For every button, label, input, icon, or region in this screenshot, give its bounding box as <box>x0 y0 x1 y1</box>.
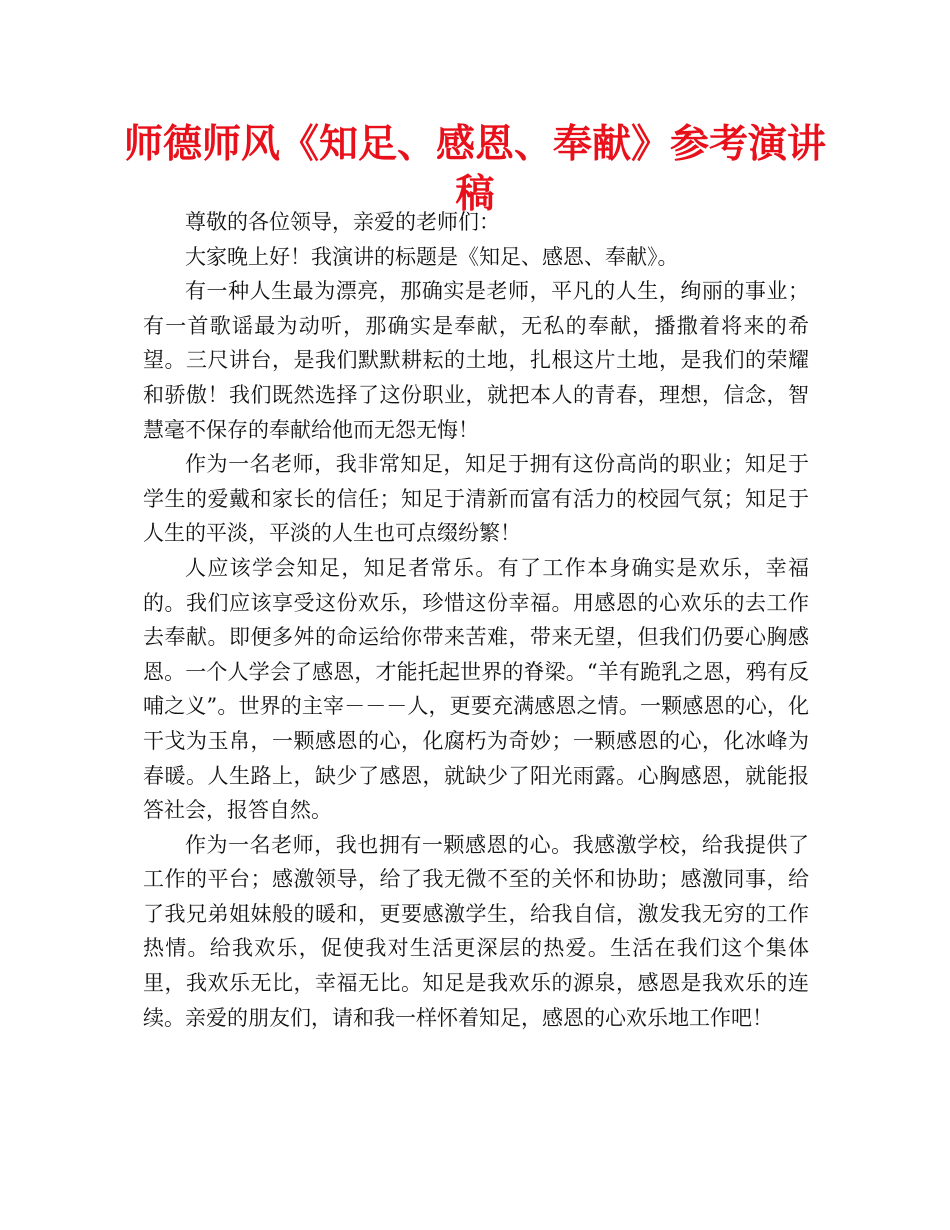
document-title: 师德师风《知足、感恩、奉献》参考演讲稿 <box>123 122 826 217</box>
opening-paragraph: 大家晚上好！我演讲的标题是《知足、感恩、奉献》。 <box>185 244 679 269</box>
body-paragraph: 人应该学会知足，知足者常乐。有了工作本身确实是欢乐，幸福的。我们应该享受这份欢乐，珍惜这份幸福。用感恩的心欢乐的去工作去奉献。即便多舛的命运给你带来苦难，带来无望，但我们仍要心胸感恩。一个人学会了感恩，才能托起世界的脊梁。“羊有跪乳之恩，鸦有反哺之义”。世界的主宰－－－人，更要充满感恩之情。一颗感恩的心，化干戈为玉帛，一颗感恩的心，化腐朽为奇妙；一颗感恩的心，化冰峰为春暖。人生路上，缺少了感恩，就缺少了阳光雨露。心胸感恩，就能报答社会，报答自然。 <box>143 555 809 823</box>
document-body <box>143 205 809 1035</box>
greeting-paragraph: 尊敬的各位领导，亲爱的老师们： <box>185 210 500 234</box>
body-paragraph: 作为一名老师，我非常知足，知足于拥有这份高尚的职业；知足于学生的爱戴和家长的信任；知足于清新而富有活力的校园气氛；知足于人生的平淡，平淡的人生也可点缀纷繁！ <box>143 452 809 546</box>
closing-paragraph: 作为一名老师，我也拥有一颗感恩的心。我感激学校，给我提供了工作的平台；感激领导，给了我无微不至的关怀和协助；感激同事，给了我兄弟姐妹般的暖和，更要感激学生，给我自信，激发我无穷的工作热情。给我欢乐，促使我对生活更深层的热爱。生活在我们这个集体里，我欢乐无比，幸福无比。知足是我欢乐的源泉，感恩是我欢乐的连续。亲爱的朋友们，请和我一样怀着知足，感恩的心欢乐地工作吧！ <box>143 832 809 1030</box>
body-paragraph: 有一种人生最为漂亮，那确实是老师，平凡的人生，绚丽的事业；有一首歌谣最为动听，那确实是奉献，无私的奉献，播撒着将来的希望。三尺讲台，是我们默默耕耘的土地，扎根这片土地，是我们的荣耀和骄傲！我们既然选择了这份职业，就把本人的青春，理想，信念，智慧毫不保存的奉献给他而无怨无悔！ <box>143 279 809 442</box>
